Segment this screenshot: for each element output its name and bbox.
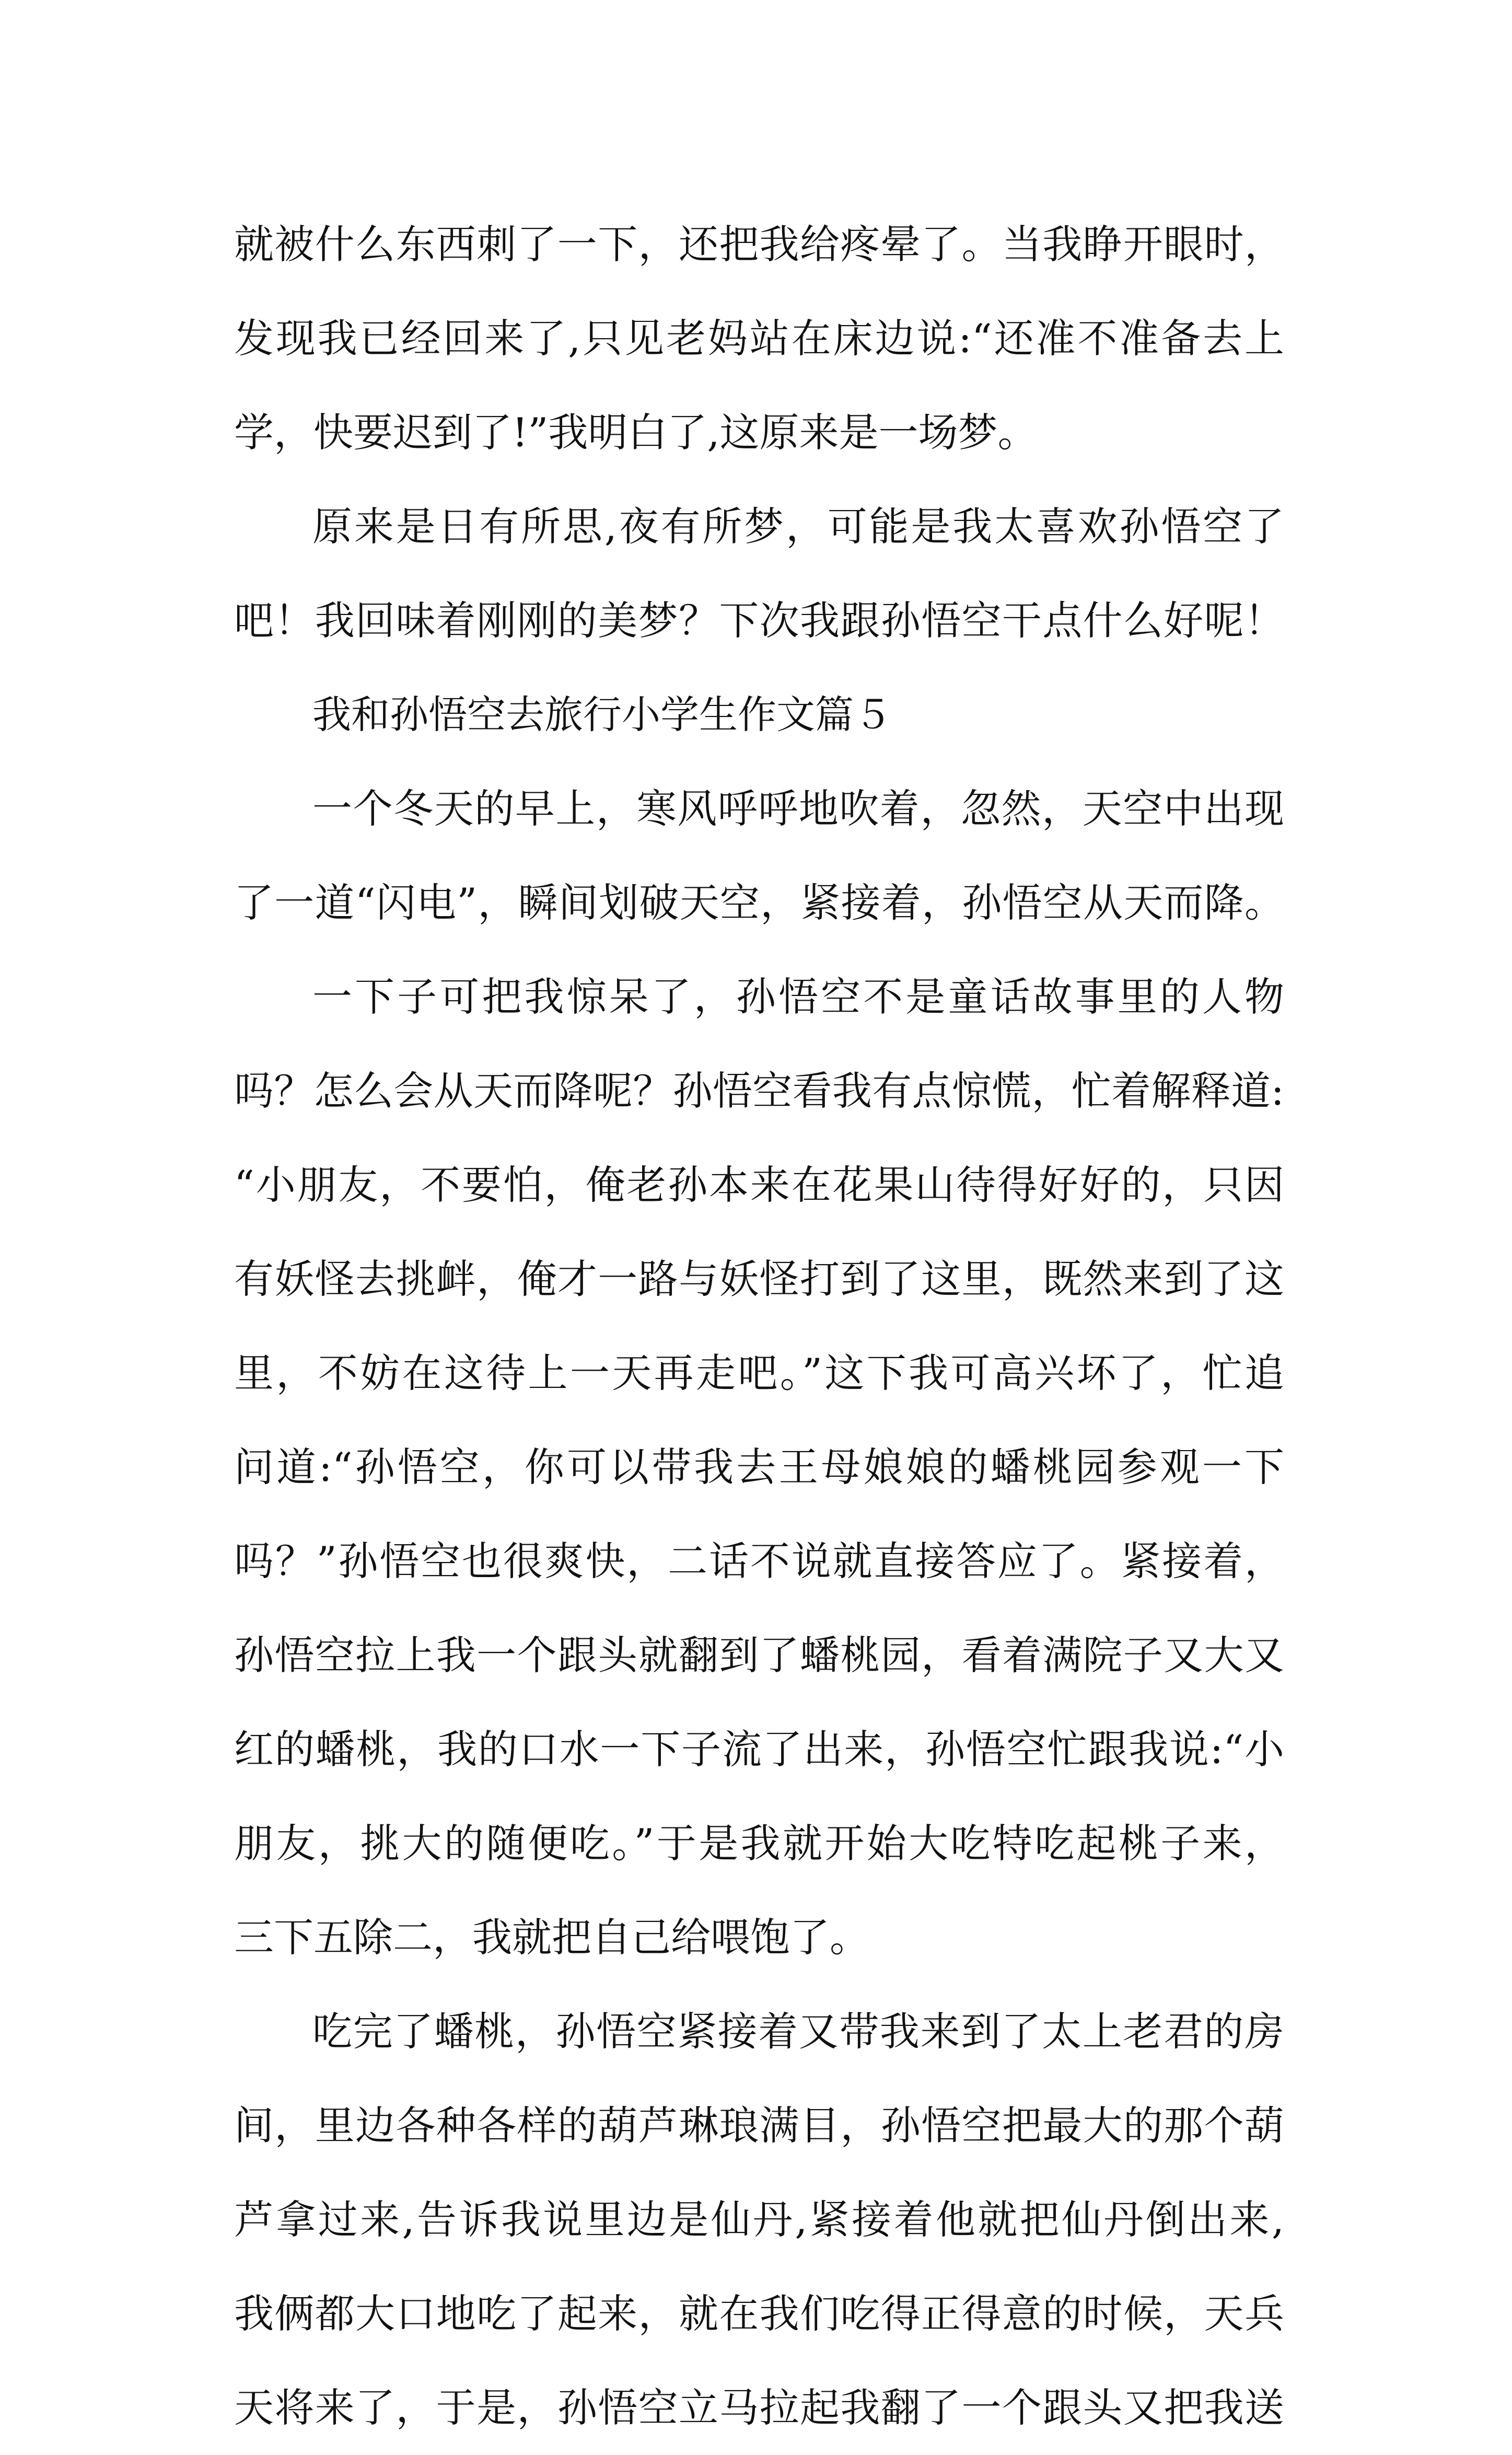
text-line-17: 红的蟠桃，我的口水一下子流了出来，孙悟空忙跟我说:“小	[234, 1726, 1284, 1773]
text-line-12: 有妖怪去挑衅，俺才一路与妖怪打到了这里，既然来到了这	[234, 1256, 1284, 1302]
text-line-20: 吃完了蟠桃，孙悟空紧接着又带我来到了太上老君的房	[312, 2008, 1284, 2055]
text-line-18: 朋友，挑大的随便吃。”于是我就开始大吃特吃起桃子来，	[234, 1820, 1284, 1867]
text-line-4: 原来是日有所思,夜有所梦，可能是我太喜欢孙悟空了	[312, 503, 1284, 550]
text-line-3: 学，快要迟到了!”我明白了,这原来是一场梦。	[234, 409, 1038, 456]
document-page	[234, 198, 1284, 2455]
text-line-24: 天将来了，于是，孙悟空立马拉起我翻了一个跟头又把我送	[234, 2384, 1284, 2431]
text-line-10: 吗？怎么会从天而降呢？孙悟空看我有点惊慌，忙着解释道:	[234, 1068, 1284, 1114]
text-line-16: 孙悟空拉上我一个跟头就翻到了蟠桃园，看着满院子又大又	[234, 1632, 1284, 1678]
text-line-1: 就被什么东西刺了一下，还把我给疼晕了。当我睁开眼时，	[234, 221, 1284, 268]
text-line-7: 一个冬天的早上，寒风呼呼地吹着，忽然，天空中出现	[312, 785, 1284, 832]
text-line-8: 了一道“闪电”，瞬间划破天空，紧接着，孙悟空从天而降。	[234, 879, 1284, 926]
text-line-22: 芦拿过来,告诉我说里边是仙丹,紧接着他就把仙丹倒出来,	[234, 2196, 1284, 2243]
text-line-15: 吗？”孙悟空也很爽快，二话不说就直接答应了。紧接着，	[234, 1538, 1284, 1584]
text-line-19: 三下五除二，我就把自己给喂饱了。	[234, 1914, 869, 1961]
text-line-13: 里，不妨在这待上一天再走吧。”这下我可高兴坏了，忙追	[234, 1350, 1284, 1396]
text-line-9: 一下子可把我惊呆了，孙悟空不是童话故事里的人物	[312, 974, 1284, 1020]
text-line-11: “小朋友，不要怕，俺老孙本来在花果山待得好好的，只因	[234, 1162, 1284, 1208]
text-line-2: 发现我已经回来了,只见老妈站在床边说:“还准不准备去上	[234, 315, 1284, 362]
text-line-21: 间，里边各种各样的葫芦琳琅满目，孙悟空把最大的那个葫	[234, 2102, 1284, 2149]
text-line-5: 吧！我回味着刚刚的美梦？下次我跟孙悟空干点什么好呢！	[234, 597, 1284, 644]
text-line-23: 我俩都大口地吃了起来，就在我们吃得正得意的时候，天兵	[234, 2290, 1284, 2337]
text-line-14: 问道:“孙悟空，你可以带我去王母娘娘的蟠桃园参观一下	[234, 1444, 1284, 1490]
section-heading: 我和孙悟空去旅行小学生作文篇５	[312, 692, 892, 737]
